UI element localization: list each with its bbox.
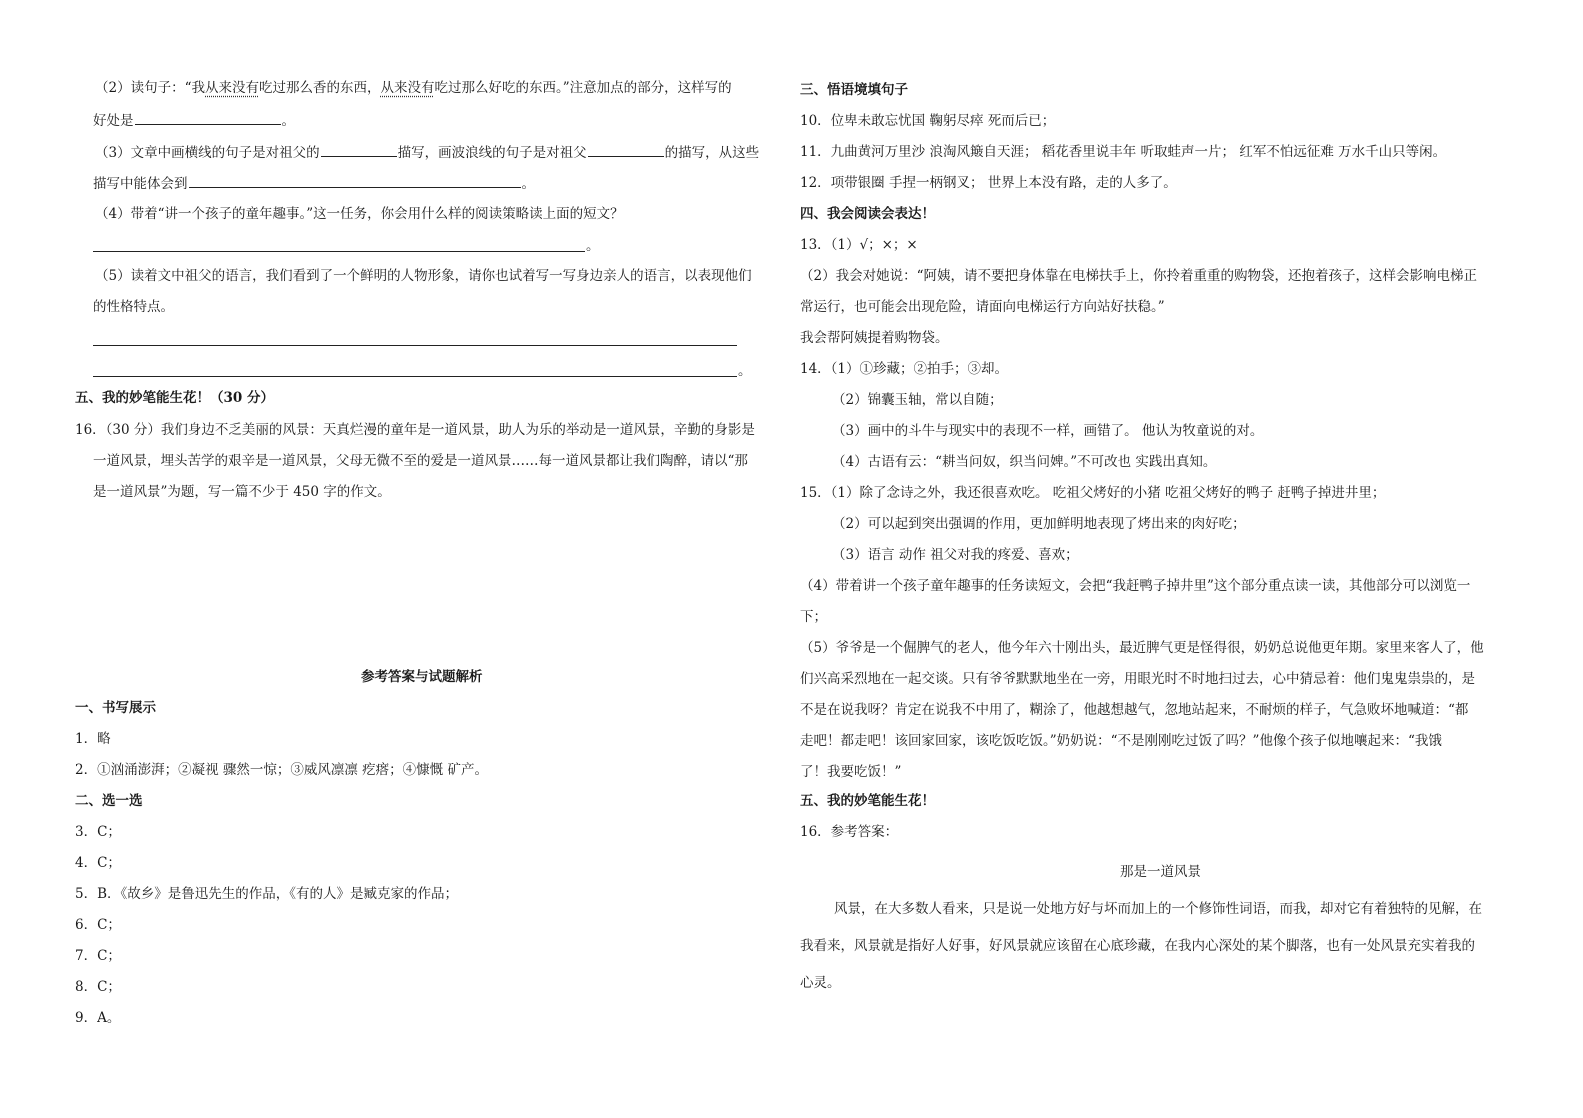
answer-15-1: 15．（1）除了念诗之外，我还很喜欢吃。 吃祖父烤好的小猪 吃祖父烤好的鸭子 赶鸭子掉进井里；: [800, 485, 1386, 501]
answer-14-1: 14．（1）①珍藏；②拍手；③却。: [800, 361, 1009, 377]
answer-line: [93, 345, 737, 346]
answer-3: 3．C；: [75, 824, 121, 840]
answer-15-4: （4）带着讲一个孩子童年趣事的任务读短文，会把“我赶鸭子掉井里”这个部分重点读一读，其他部分可以浏览一: [800, 578, 1471, 594]
answer-section-title: 参考答案与试题解析: [361, 669, 483, 685]
section-5-title: 五、我的妙笔能生花！（30 分）: [75, 390, 274, 406]
question-5-line-1: （5）读着文中祖父的语言，我们看到了一个鲜明的人物形象，请你也试着写一写身边亲人的语言，以表现他们: [95, 268, 752, 284]
answer-12: 12．项带银圈 手捏一柄钢叉； 世界上本没有路，走的人多了。: [800, 175, 1177, 191]
essay-paragraph-line: 心灵。: [800, 975, 841, 991]
answer-4: 4．C；: [75, 855, 121, 871]
answer-16: 16．参考答案：: [800, 824, 899, 840]
question-16-line-2: 一道风景，埋头苦学的艰辛是一道风景，父母无微不至的爱是一道风景……每一道风景都让我们陶醉，请以“那: [93, 453, 748, 469]
question-5-line-2: 的性格特点。: [93, 299, 174, 315]
answer-blank: [588, 142, 664, 157]
answer-1: 1．略: [75, 731, 111, 747]
answer-14-2: （2）锦囊玉轴，常以自随；: [832, 392, 1003, 408]
answer-15-5-cont: 走吧！都走吧！该回家回家，该吃饭吃饭。”奶奶说：“不是刚刚吃过饭了吗？”他像个孩子似地嚷起来：“我饿: [800, 733, 1442, 749]
answer-15-5-cont: 不是在说我呀？肯定在说我不中用了，糊涂了，他越想越气，忽地站起来，不耐烦的样子，气急败坏地喊道：“都: [800, 702, 1469, 718]
answer-2: 2．①汹涌澎湃；②凝视 骤然一惊；③威风凛凛 疙瘩；④慷慨 矿产。: [75, 762, 488, 778]
answer-6: 6．C；: [75, 917, 121, 933]
answer-8: 8．C；: [75, 979, 121, 995]
answer-14-4: （4）古语有云：“耕当问奴，织当问婢。”不可改也 实践出真知。: [832, 454, 1217, 470]
answer-15-3: （3）语言 动作 祖父对我的疼爱、喜欢；: [832, 547, 1079, 563]
question-4-end: 。: [586, 238, 600, 254]
answer-10: 10．位卑未敢忘忧国 鞠躬尽瘁 死而后已；: [800, 113, 1056, 129]
essay-paragraph-line: 我看来，风景就是指好人好事，好风景就应该留在心底珍藏，在我内心深处的某个脚落，也有一处风景充实着我的: [800, 938, 1475, 954]
section-2-heading: 二、选一选: [75, 793, 143, 809]
question-4: （4）带着“讲一个孩子的童年趣事。”这一任务，你会用什么样的阅读策略读上面的短文？: [95, 206, 624, 222]
question-3-line-1: （3）文章中画横线的句子是对祖父的 描写，画波浪线的句子是对祖父 的描写，从这些: [95, 142, 759, 163]
answer-13-2-cont: 常运行，也可能会出现危险，请面向电梯运行方向站好扶稳。”: [800, 299, 1165, 315]
answer-11: 11．九曲黄河万里沙 浪淘风簸自天涯； 稻花香里说丰年 听取蛙声一片； 红军不怕远征难 万水千山只等闲。: [800, 144, 1447, 160]
answer-9: 9．A。: [75, 1010, 121, 1026]
question-5-end: 。: [738, 363, 752, 379]
essay-title: 那是一道风景: [1120, 864, 1201, 880]
question-3-line-2: 描写中能体会到 。: [93, 173, 535, 194]
answer-line: [93, 376, 737, 377]
essay-paragraph-line: 风景，在大多数人看来，只是说一处地方好与坏而加上的一个修饰性词语，而我，却对它有着独特的见解，在: [834, 901, 1482, 917]
answer-7: 7．C；: [75, 948, 121, 964]
section-5-heading: 五、我的妙笔能生花！: [800, 793, 935, 809]
question-16-line-3: 是一道风景”为题，写一篇不少于 450 字的作文。: [93, 484, 391, 500]
answer-blank: [321, 142, 397, 157]
question-2-line-2: 好处是 。: [93, 110, 295, 131]
answer-14-3: （3）画中的斗牛与现实中的表现不一样，画错了。 他认为牧童说的对。: [832, 423, 1264, 439]
answer-15-5-cont: 们兴高采烈地在一起交谈。只有爷爷默默地坐在一旁，用眼光时不时地扫过去，心中猜忌着：他们鬼鬼祟祟的，是: [800, 671, 1475, 687]
section-3-heading: 三、悟语境填句子: [800, 82, 908, 98]
answer-5: 5．B．《故乡》是鲁迅先生的作品，《有的人》是臧克家的作品；: [75, 886, 459, 902]
answer-15-4-cont: 下；: [800, 609, 827, 625]
question-2-line-1: （2）读句子：“我从来没有吃过那么香的东西，从来没有吃过那么好吃的东西。”注意加点的部分，这样写的: [95, 80, 732, 96]
answer-15-5: （5）爷爷是一个倔脾气的老人，他今年六十刚出头，最近脾气更是怪得很，奶奶总说他更年期。家里来客人了，他: [800, 640, 1484, 656]
dotted-emphasis: 从来没有: [380, 80, 435, 96]
answer-15-2: （2）可以起到突出强调的作用，更加鲜明地表现了烤出来的肉好吃；: [832, 516, 1246, 532]
answer-13-2: （2）我会对她说：“阿姨，请不要把身体靠在电梯扶手上，你拎着重重的购物袋，还抱着孩子，这样会影响电梯正: [800, 268, 1477, 284]
section-4-heading: 四、我会阅读会表达！: [800, 206, 935, 222]
answer-13-1: 13．（1）√；×；×: [800, 237, 918, 253]
question-16-line-1: 16．（30 分）我们身边不乏美丽的风景：天真烂漫的童年是一道风景，助人为乐的举动是一道风景，辛勤的身影是: [75, 422, 755, 438]
answer-blank: [135, 110, 281, 125]
dotted-emphasis: 从来没有: [205, 80, 259, 96]
section-1-heading: 一、书写展示: [75, 700, 156, 716]
answer-line: [93, 251, 585, 252]
answer-blank: [189, 173, 521, 188]
answer-15-5-cont: 了！我要吃饭！”: [800, 764, 902, 780]
answer-13-3: 我会帮阿姨提着购物袋。: [800, 330, 949, 346]
